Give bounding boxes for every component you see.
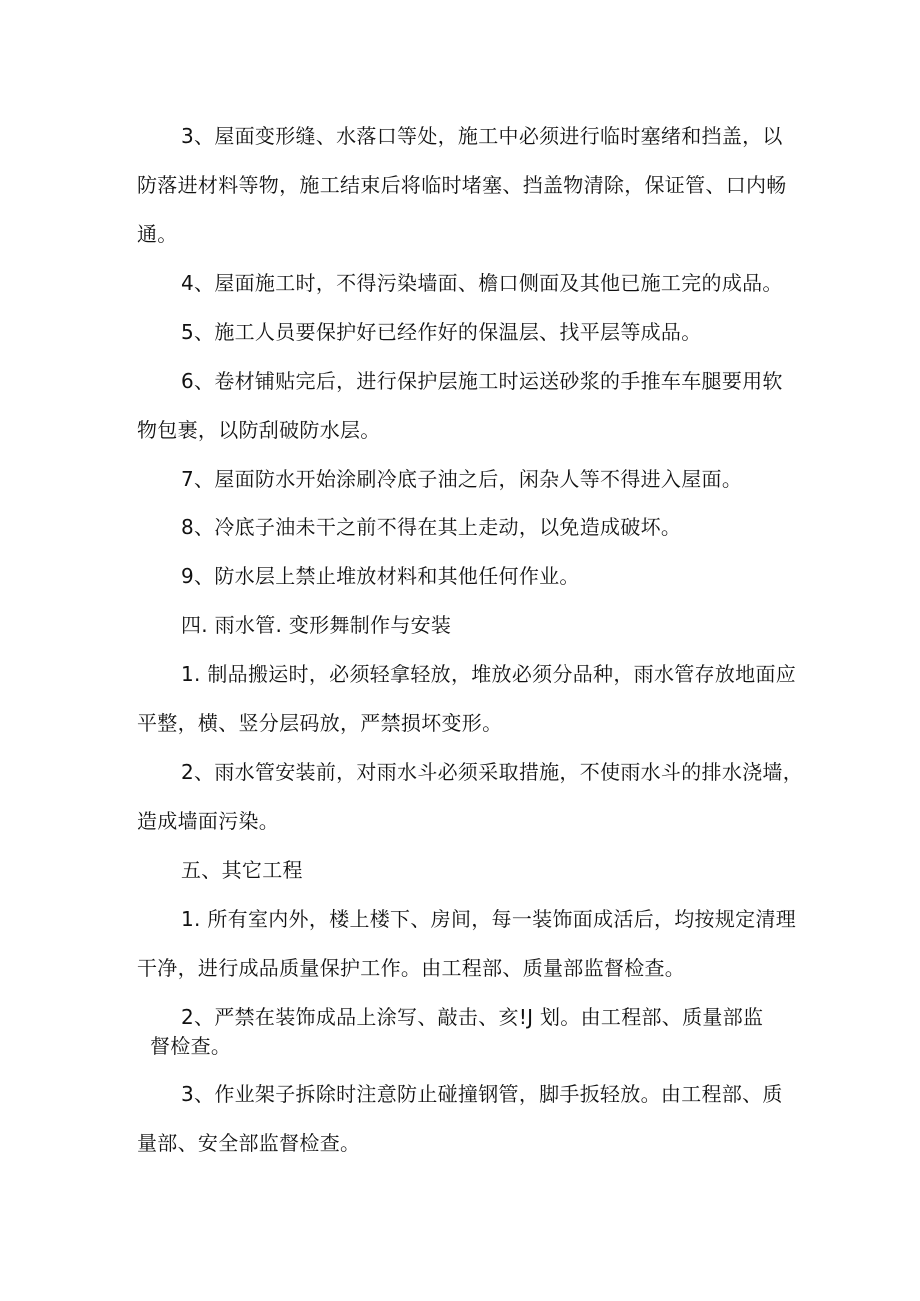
paragraph-line: 3、作业架子拆除时注意防止碰撞钢管，脚手扳轻放。由工程部、质 bbox=[181, 1082, 783, 1106]
paragraph-line: 造成墙面污染。 bbox=[137, 809, 280, 833]
paragraph-line: 5、施工人员要保护好已经作好的保温层、找平层等成品。 bbox=[181, 320, 702, 344]
paragraph-line: 督检查。 bbox=[150, 1034, 232, 1058]
paragraph-line: 3、屋面变形缝、水落口等处，施工中必须进行临时塞绪和挡盖，以 bbox=[181, 124, 783, 148]
paragraph-line: 1. 制品搬运时，必须轻拿轻放，堆放必须分品种，雨水管存放地面应 bbox=[181, 662, 797, 686]
paragraph-line: 6、卷材铺贴完后，进行保护层施工时运送砂浆的手推车车腿要用软 bbox=[181, 369, 783, 393]
paragraph-line: 干净，进行成品质量保护工作。由工程部、质量部监督检查。 bbox=[137, 956, 686, 980]
section-heading: 四. 雨水管. 变形舞制作与安装 bbox=[181, 613, 452, 637]
paragraph-line: 2、雨水管安装前，对雨水斗必须采取措施，不使雨水斗的排水浇墙， bbox=[181, 760, 804, 784]
section-heading: 五、其它工程 bbox=[181, 858, 303, 882]
paragraph-line: 防落进材料等物，施工结束后将临时堵塞、挡盖物清除，保证管、口内畅 bbox=[137, 173, 787, 197]
paragraph-line: 1. 所有室内外，楼上楼下、房间，每一装饰面成活后，均按规定清理 bbox=[181, 907, 797, 931]
paragraph-line: 量部、安全部监督检查。 bbox=[137, 1131, 361, 1155]
paragraph-line: 4、屋面施工时，不得污染墙面、檐口侧面及其他已施工完的成品。 bbox=[181, 271, 783, 295]
paragraph-line: 平整，横、竖分层码放，严禁损坏变形。 bbox=[137, 711, 503, 735]
paragraph-line: 8、冷底子油未干之前不得在其上走动，以免造成破坏。 bbox=[181, 515, 682, 539]
paragraph-line: 2、严禁在装饰成品上涂写、敲击、亥!J 划。由工程部、质量部监 bbox=[181, 1005, 764, 1029]
paragraph-line: 物包裹，以防刮破防水层。 bbox=[137, 418, 381, 442]
paragraph-line: 9、防水层上禁止堆放材料和其他任何作业。 bbox=[181, 564, 580, 588]
paragraph-line: 7、屋面防水开始涂刷冷底子油之后，闲杂人等不得进入屋面。 bbox=[181, 467, 743, 491]
paragraph-line: 通。 bbox=[137, 222, 178, 246]
